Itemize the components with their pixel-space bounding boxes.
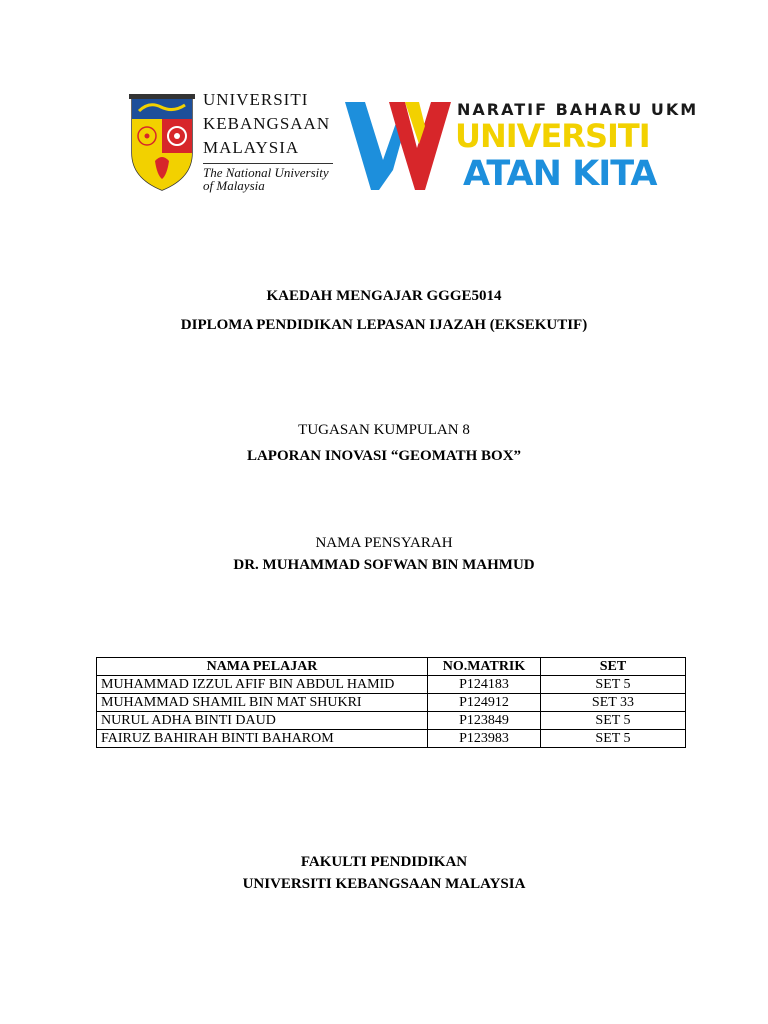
student-name: NURUL ADHA BINTI DAUD: [97, 712, 428, 730]
table-header-row: [97, 658, 686, 676]
student-matric: P123849: [428, 712, 541, 730]
student-set: SET 5: [541, 676, 686, 694]
student-matric: P123983: [428, 730, 541, 748]
header-matric: NO.MATRIK: [428, 658, 541, 676]
header-name: NAMA PELAJAR: [97, 658, 428, 676]
ukm-wordmark: [203, 88, 339, 192]
faculty-name: FAKULTI PENDIDIKAN: [300, 854, 468, 870]
logo-header: [127, 88, 699, 198]
student-name: MUHAMMAD IZZUL AFIF BIN ABDUL HAMID: [97, 676, 428, 694]
course-title: KAEDAH MENGAJAR GGGE5014: [266, 288, 502, 304]
table-row: [97, 712, 686, 730]
ukm-tagline-2: of Malaysia: [203, 178, 265, 193]
table-row: [97, 694, 686, 712]
w-emblem-icon: [345, 100, 457, 192]
table-row: [97, 676, 686, 694]
banner-mid-text: UNIVERSITI: [455, 117, 650, 155]
student-set: SET 5: [541, 730, 686, 748]
ukm-tagline-1: The National University: [203, 165, 329, 180]
ukm-name-line3: MALAYSIA: [203, 138, 300, 157]
student-matric: P124912: [428, 694, 541, 712]
student-set: SET 5: [541, 712, 686, 730]
banner-top-text: NARATIF BAHARU UKM: [457, 100, 699, 119]
student-set: SET 33: [541, 694, 686, 712]
ukm-name-line1: UNIVERSITI: [203, 90, 309, 109]
header-set: SET: [541, 658, 686, 676]
student-name: MUHAMMAD SHAMIL BIN MAT SHUKRI: [97, 694, 428, 712]
assignment-title: LAPORAN INOVASI “GEOMATH BOX”: [246, 448, 522, 464]
ukm-name-line2: KEBANGSAAN: [203, 114, 331, 133]
program-title: DIPLOMA PENDIDIKAN LEPASAN IJAZAH (EKSEKUTIF): [180, 317, 588, 333]
ukm-crest-logo: [127, 93, 197, 193]
assignment-label: TUGASAN KUMPULAN 8: [298, 422, 470, 438]
students-table: [96, 657, 686, 748]
universiti-watan-kita-logo: [345, 94, 699, 194]
lecturer-label: NAMA PENSYARAH: [315, 535, 453, 551]
table-row: [97, 730, 686, 748]
student-name: FAIRUZ BAHIRAH BINTI BAHAROM: [97, 730, 428, 748]
banner-bottom-text: ATAN KITA: [463, 154, 657, 194]
lecturer-name: DR. MUHAMMAD SOFWAN BIN MAHMUD: [233, 557, 535, 573]
ukm-divider: [203, 163, 333, 164]
university-name: UNIVERSITI KEBANGSAAN MALAYSIA: [242, 876, 526, 892]
student-matric: P124183: [428, 676, 541, 694]
